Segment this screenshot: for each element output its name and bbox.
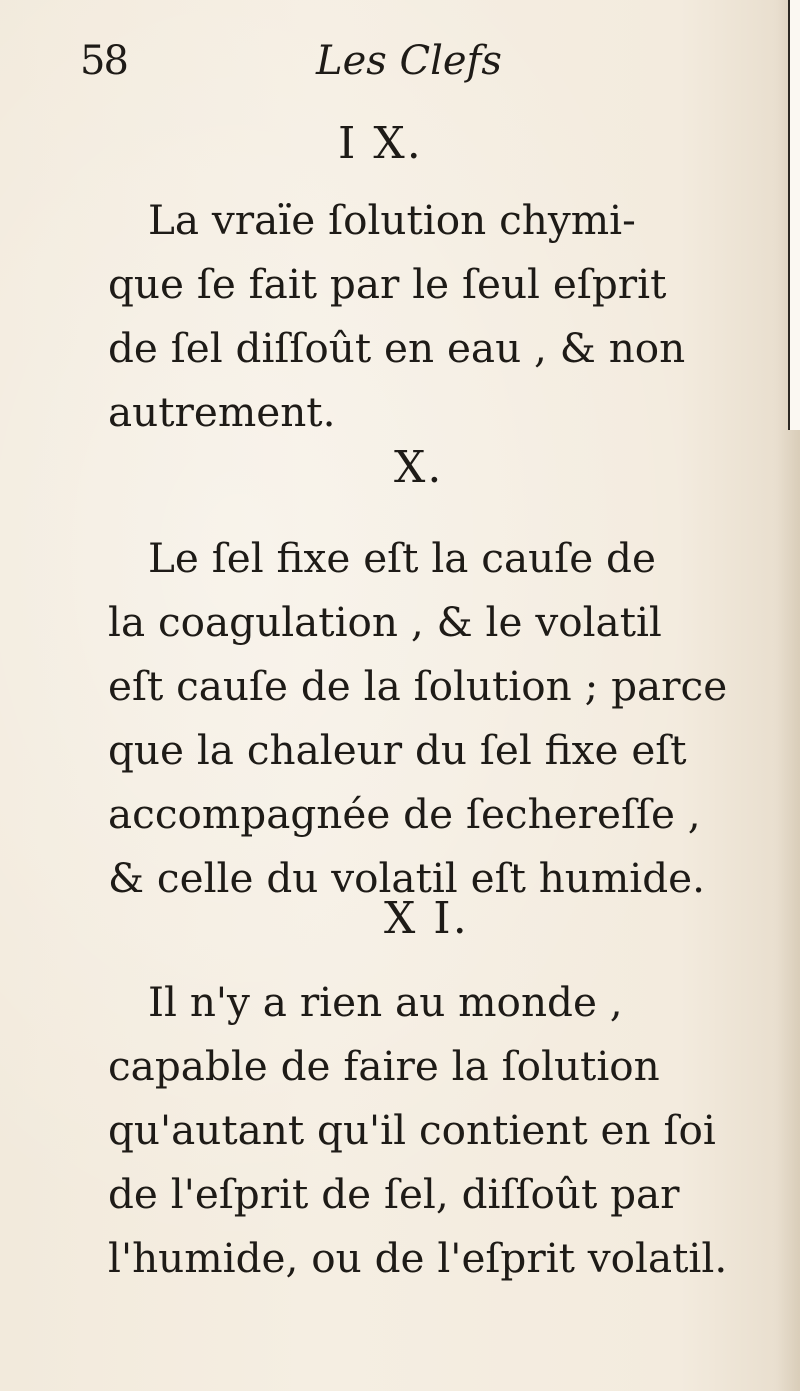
text-line: la coagulation , & le volatil <box>108 598 662 646</box>
text-line: que ſe fait par le ſeul eſprit <box>108 260 667 308</box>
text-line: Le ſel fixe eſt la cauſe de <box>148 534 656 582</box>
section-heading-10: X. <box>394 442 444 493</box>
text-line: qu'autant qu'il contient en ſoi <box>108 1106 716 1154</box>
text-line: eſt cauſe de la ſolution ; parce <box>108 662 728 710</box>
text-line: & celle du volatil eſt humide. <box>108 854 706 902</box>
section-heading-11: X I. <box>384 893 469 944</box>
page-number: 58 <box>80 38 127 84</box>
text-line: de l'eſprit de ſel, diſſoût par <box>108 1170 680 1218</box>
text-line: accompagnée de ſechereſſe , <box>108 790 701 838</box>
text-line: Il n'y a rien au monde , <box>148 978 623 1026</box>
text-line: capable de faire la ſolution <box>108 1042 660 1090</box>
running-head <box>0 38 800 98</box>
section-heading-9: I X. <box>338 118 423 169</box>
section-9-paragraph <box>108 188 768 444</box>
section-10-paragraph <box>108 526 768 910</box>
text-line: autrement. <box>108 388 336 436</box>
section-11-paragraph <box>108 970 768 1290</box>
running-title: Les Clefs <box>316 38 502 84</box>
text-line: que la chaleur du ſel fixe eſt <box>108 726 687 774</box>
text-line: de ſel diſſoût en eau , & non <box>108 324 686 372</box>
text-line: La vraïe ſolution chymi- <box>148 196 636 244</box>
text-line: l'humide, ou de l'eſprit volatil. <box>108 1234 728 1282</box>
